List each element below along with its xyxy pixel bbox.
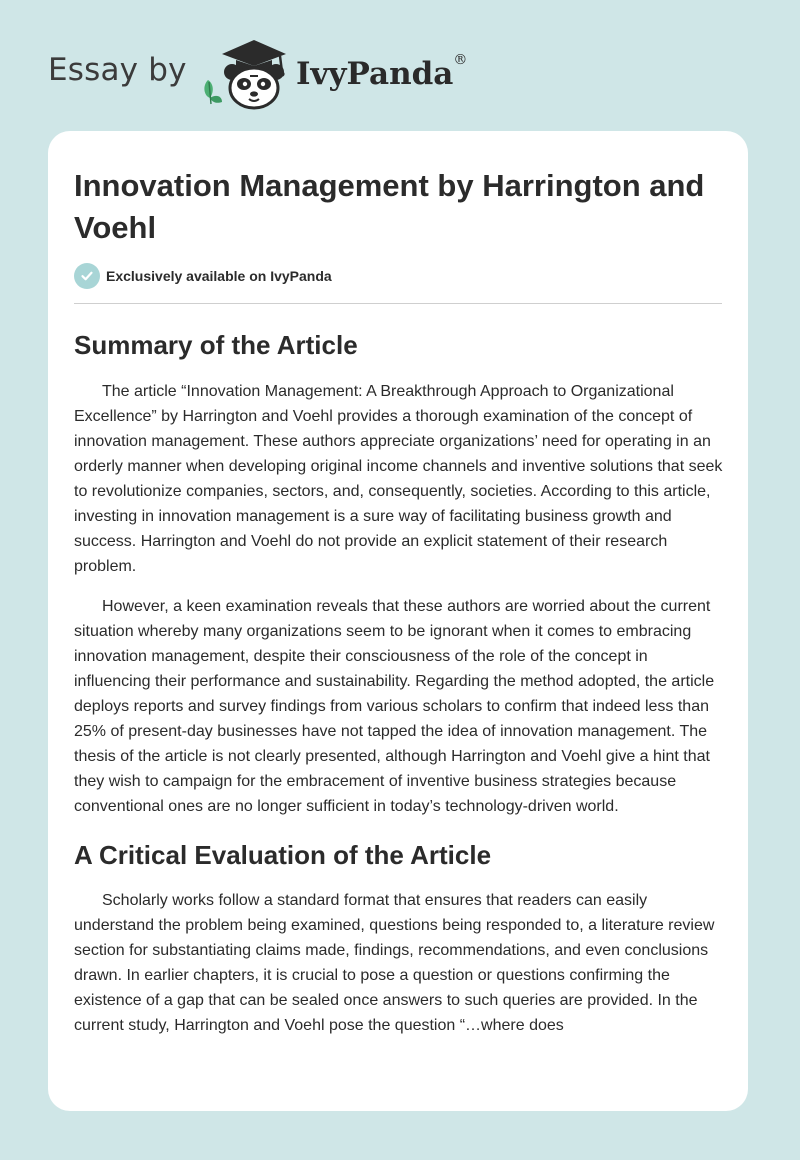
brand-name[interactable]	[296, 52, 468, 92]
page-title: Innovation Management by Harrington and Voehl	[74, 168, 705, 245]
divider	[74, 303, 722, 304]
essay-card	[48, 131, 748, 1111]
paragraph: The article “Innovation Management: A Breakthrough Approach to Organizational Excellence” by Harrington and Voehl provides a thorough examination of the concept of innovation management. These authors appreciate organizations’ need for operating in an orderly manner when developing original income channels and inventive solutions that seek to revolutionize companies, sectors, and, consequently, societies. According to this article, investing in innovation management is a sure way of facilitating business growth and success. Harrington and Voehl do not provide an explicit statement of their research problem.	[74, 383, 723, 575]
site-header	[48, 30, 508, 110]
exclusive-label: Exclusively available on IvyPanda	[106, 268, 332, 284]
paragraph: However, a keen examination reveals that these authors are worried about the current situation whereby many organizations seem to be ignorant when it comes to embracing innovation management, despite their consciousness of the role of the concept in influencing their performance and sustainability. Regarding the method adopted, the article deploys reports and survey findings from various scholars to confirm that indeed less than 25% of present-day businesses have not tapped the idea of innovation management. The thesis of the article is not clearly presented, although Harrington and Voehl give a hint that they wish to campaign for the embracement of inventive business strategies because conventional ones are no longer sufficient in today’s technology-driven world.	[74, 598, 715, 815]
paragraph: Scholarly works follow a standard format that ensures that readers can easily understand the problem being examined, questions being responded to, a literature review section for substantiating claims made, findings, recommendations, and even conclusions drawn. In earlier chapters, it is crucial to pose a question or questions confirming the existence of a gap that can be sealed once answers to such queries are provided. In the current study, Harrington and Voehl pose the question “…where does	[74, 892, 715, 1034]
registered-mark: ®	[453, 52, 468, 68]
panda-graduation-cap-icon[interactable]	[200, 34, 292, 110]
section-heading-summary: Summary of the Article	[74, 330, 358, 360]
exclusive-badge	[74, 263, 332, 289]
essay-by-label: Essay by	[48, 52, 187, 88]
section-heading-evaluation: A Critical Evaluation of the Article	[74, 840, 492, 870]
leaf-icon	[204, 80, 222, 104]
brand-name-text: IvyPanda	[296, 56, 454, 92]
check-icon	[74, 263, 100, 289]
article-body	[74, 323, 726, 1038]
